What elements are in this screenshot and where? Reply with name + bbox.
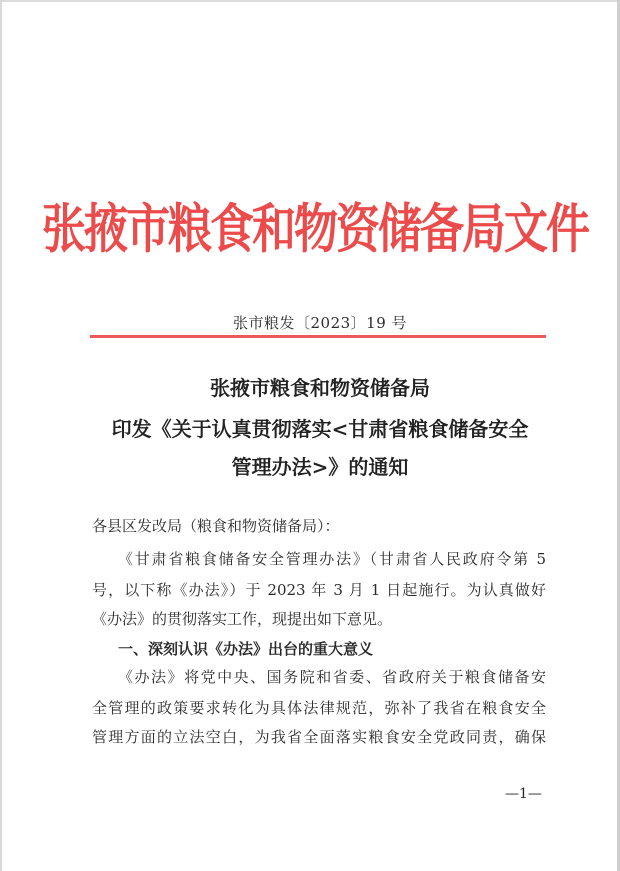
notice-title-line-1: 张掖市粮食和物资储备局 (210, 376, 430, 400)
notice-title-line-3: 管理办法>》的通知 (231, 455, 409, 479)
page-edge-left (0, 0, 2, 871)
section-1-heading: 一、深刻认识《办法》出台的重大意义 (118, 640, 374, 658)
paragraph-1-line-1: 《甘肃省粮食储备安全管理办法》（甘肃省人民政府令第 5 (118, 550, 546, 568)
paragraph-2-line-3: 管理方面的立法空白，为我省全面落实粮食安全党政同责，确保 (92, 728, 546, 746)
paragraph-1-line-3: 《办法》的贯彻落实工作，现提出如下意见。 (92, 610, 393, 628)
paragraph-2-line-2: 全管理的政策要求转化为具体法律规范，弥补了我省在粮食安全 (92, 699, 546, 717)
paragraph-2-line-1: 《办法》将党中央、国务院和省委、省政府关于粮食储备安 (118, 668, 546, 686)
page-edge-top (0, 0, 620, 2)
red-divider-rule (90, 335, 546, 338)
notice-title-line-2: 印发《关于认真贯彻落实<甘肃省粮食储备安全 (111, 417, 529, 441)
issuer-header: 张掖市粮食和物资储备局文件 (42, 199, 588, 261)
salutation: 各县区发改局（粮食和物资储备局）： (92, 517, 340, 535)
page-number: —1— (505, 786, 542, 802)
paragraph-1-line-2: 号，以下称《办法》）于 2023 年 3 月 1 日起施行。为认真做好 (92, 581, 546, 599)
document-number: 张市粮发〔2023〕19 号 (232, 314, 408, 332)
